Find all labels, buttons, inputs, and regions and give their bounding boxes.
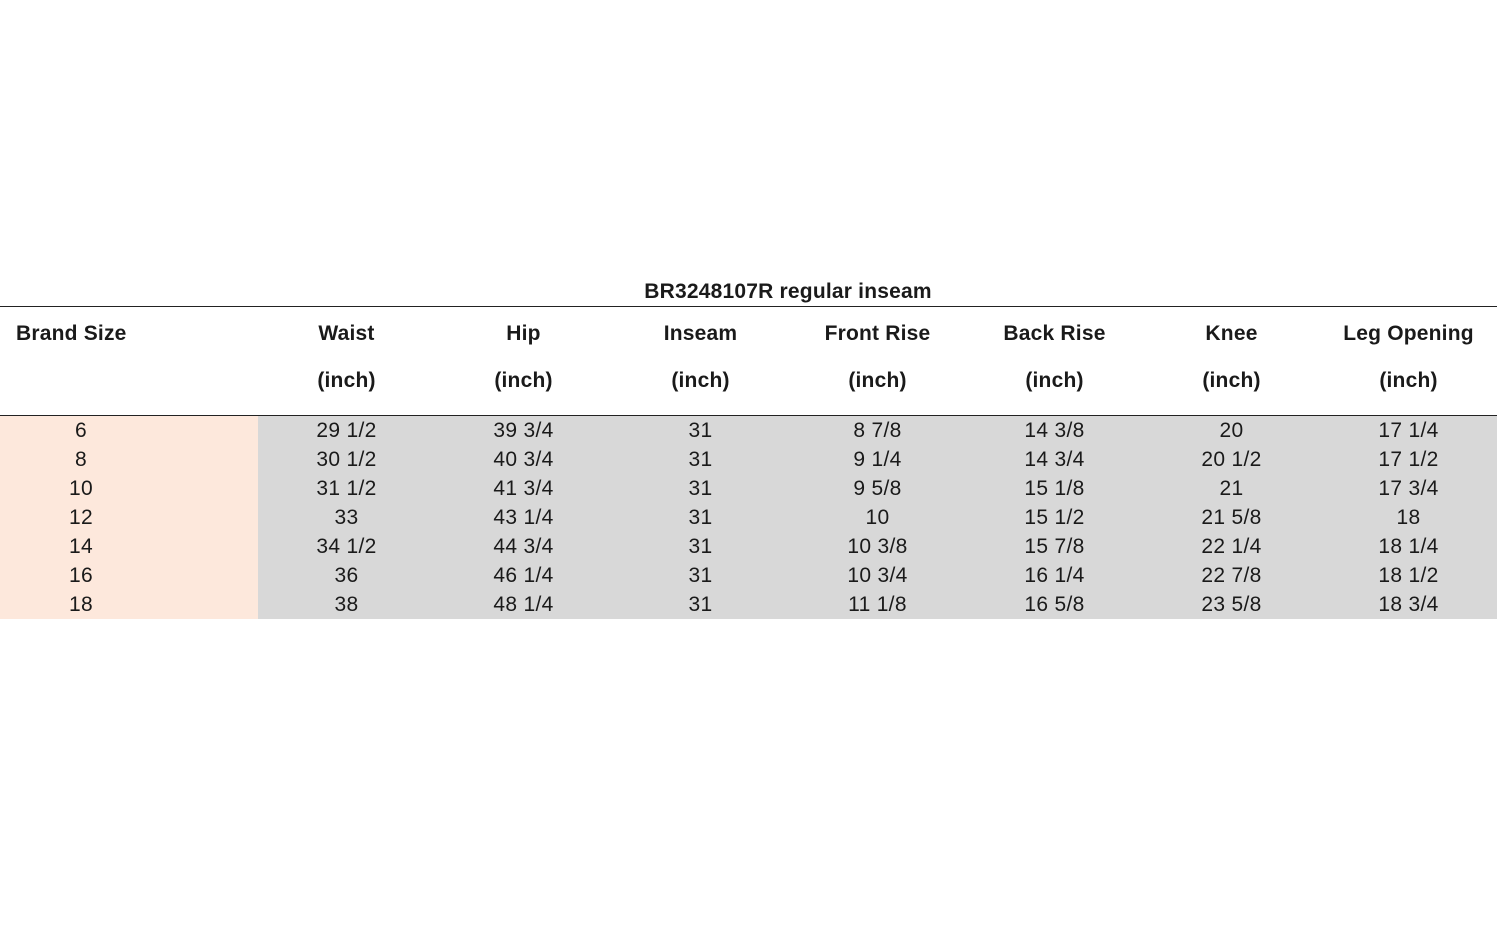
header-hip: Hip — [506, 322, 541, 345]
cell-inseam: 31 — [612, 416, 789, 446]
unit-inseam: (inch) — [671, 369, 730, 392]
header-waist: Waist — [318, 322, 375, 345]
cell-leg-opening: 17 3/4 — [1320, 474, 1497, 503]
table-row — [0, 561, 1497, 590]
unit-brand-size — [0, 361, 258, 416]
unit-knee: (inch) — [1202, 369, 1261, 392]
unit-back-rise: (inch) — [1025, 369, 1084, 392]
cell-leg-opening: 18 1/4 — [1320, 532, 1497, 561]
header-brand-size: Brand Size — [16, 322, 127, 345]
cell-waist: 33 — [258, 503, 435, 532]
cell-inseam: 31 — [612, 474, 789, 503]
table-row — [0, 503, 1497, 532]
unit-hip: (inch) — [494, 369, 553, 392]
cell-back-rise: 15 1/2 — [966, 503, 1143, 532]
table-row — [0, 590, 1497, 619]
cell-leg-opening: 17 1/2 — [1320, 445, 1497, 474]
cell-waist: 31 1/2 — [258, 474, 435, 503]
cell-front-rise: 10 3/4 — [789, 561, 966, 590]
cell-front-rise: 10 — [789, 503, 966, 532]
cell-brand-size: 18 — [0, 590, 258, 619]
header-row-labels — [0, 307, 1497, 362]
cell-inseam: 31 — [612, 503, 789, 532]
cell-knee: 20 — [1143, 416, 1320, 446]
cell-knee: 22 7/8 — [1143, 561, 1320, 590]
header-knee: Knee — [1205, 322, 1258, 345]
cell-brand-size: 8 — [0, 445, 258, 474]
cell-brand-size: 10 — [0, 474, 258, 503]
cell-knee: 23 5/8 — [1143, 590, 1320, 619]
cell-back-rise: 14 3/4 — [966, 445, 1143, 474]
unit-front-rise: (inch) — [848, 369, 907, 392]
cell-hip: 41 3/4 — [435, 474, 612, 503]
cell-inseam: 31 — [612, 532, 789, 561]
table-row — [0, 445, 1497, 474]
table-row — [0, 474, 1497, 503]
cell-brand-size: 6 — [0, 416, 258, 446]
cell-waist: 34 1/2 — [258, 532, 435, 561]
cell-back-rise: 14 3/8 — [966, 416, 1143, 446]
header-front-rise: Front Rise — [824, 322, 931, 345]
cell-front-rise: 9 5/8 — [789, 474, 966, 503]
cell-leg-opening: 18 1/2 — [1320, 561, 1497, 590]
cell-front-rise: 11 1/8 — [789, 590, 966, 619]
cell-front-rise: 9 1/4 — [789, 445, 966, 474]
cell-waist: 36 — [258, 561, 435, 590]
cell-back-rise: 16 1/4 — [966, 561, 1143, 590]
cell-inseam: 31 — [612, 561, 789, 590]
cell-inseam: 31 — [612, 590, 789, 619]
cell-inseam: 31 — [612, 445, 789, 474]
cell-knee: 21 — [1143, 474, 1320, 503]
cell-waist: 30 1/2 — [258, 445, 435, 474]
cell-hip: 48 1/4 — [435, 590, 612, 619]
cell-knee: 20 1/2 — [1143, 445, 1320, 474]
table-row — [0, 416, 1497, 446]
cell-hip: 46 1/4 — [435, 561, 612, 590]
cell-leg-opening: 17 1/4 — [1320, 416, 1497, 446]
cell-brand-size: 12 — [0, 503, 258, 532]
cell-leg-opening: 18 3/4 — [1320, 590, 1497, 619]
cell-front-rise: 8 7/8 — [789, 416, 966, 446]
cell-back-rise: 15 1/8 — [966, 474, 1143, 503]
cell-leg-opening: 18 — [1320, 503, 1497, 532]
table-row — [0, 532, 1497, 561]
cell-brand-size: 14 — [0, 532, 258, 561]
cell-hip: 44 3/4 — [435, 532, 612, 561]
cell-hip: 40 3/4 — [435, 445, 612, 474]
cell-waist: 29 1/2 — [258, 416, 435, 446]
cell-waist: 38 — [258, 590, 435, 619]
size-table — [0, 306, 1497, 619]
cell-knee: 21 5/8 — [1143, 503, 1320, 532]
cell-hip: 39 3/4 — [435, 416, 612, 446]
unit-leg-opening: (inch) — [1379, 369, 1438, 392]
cell-hip: 43 1/4 — [435, 503, 612, 532]
cell-brand-size: 16 — [0, 561, 258, 590]
unit-waist: (inch) — [317, 369, 376, 392]
header-inseam: Inseam — [663, 322, 738, 345]
header-back-rise: Back Rise — [1003, 322, 1106, 345]
size-chart — [0, 278, 1496, 619]
cell-back-rise: 16 5/8 — [966, 590, 1143, 619]
header-leg-opening: Leg Opening — [1343, 322, 1474, 345]
cell-knee: 22 1/4 — [1143, 532, 1320, 561]
cell-front-rise: 10 3/8 — [789, 532, 966, 561]
table-title: BR3248107R regular inseam — [644, 280, 932, 303]
cell-back-rise: 15 7/8 — [966, 532, 1143, 561]
header-row-units — [0, 361, 1497, 416]
table-body — [0, 416, 1497, 620]
